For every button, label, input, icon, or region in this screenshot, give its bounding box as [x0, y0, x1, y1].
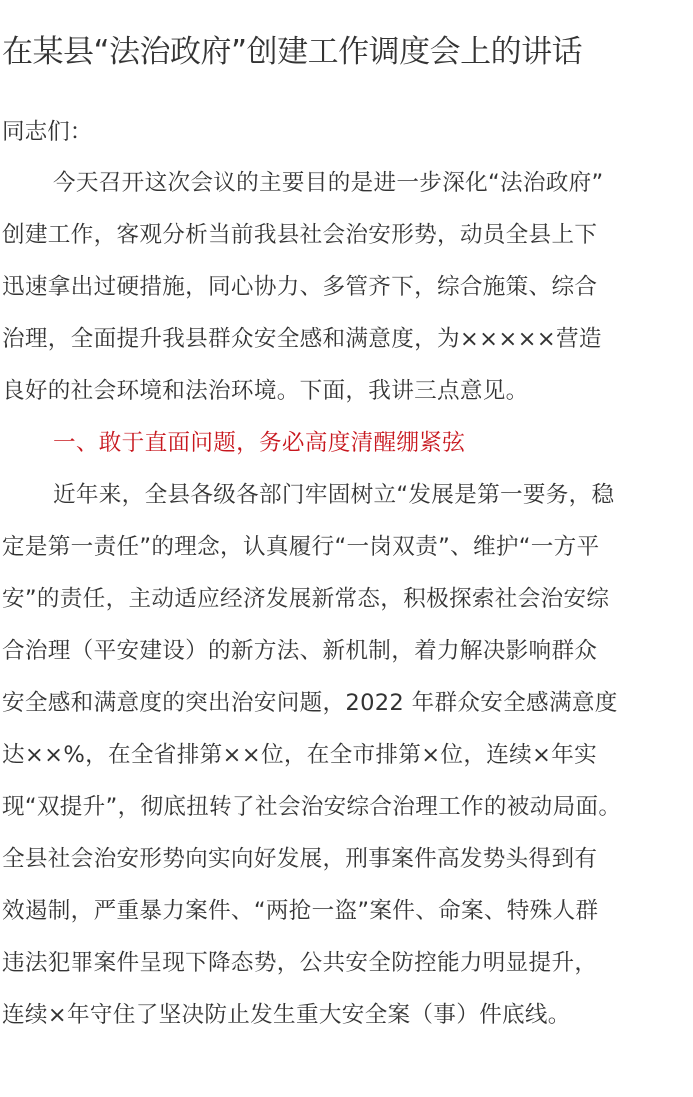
paragraph-line: 合治理（平安建设）的新方法、新机制，着力解决影响群众 [2, 638, 598, 664]
paragraph-line: 今天召开这次会议的主要目的是进一步深化“法治政府” [53, 170, 604, 196]
paragraph-line: 定是第一责任”的理念，认真履行“一岗双责”、维护“一方平 [2, 534, 600, 560]
paragraph-line: 安”的责任，主动适应经济发展新常态，积极探索社会治安综 [2, 586, 610, 612]
paragraph-line: 安全感和满意度的突出治安问题，2022 年群众安全感满意度 [2, 690, 618, 716]
paragraph-line: 创建工作，客观分析当前我县社会治安形势，动员全县上下 [2, 222, 598, 248]
paragraph-line: 全县社会治安形势向实向好发展，刑事案件高发势头得到有 [2, 846, 598, 872]
paragraph-line: 违法犯罪案件呈现下降态势，公共安全防控能力明显提升， [2, 950, 598, 976]
paragraph-line: 良好的社会环境和法治环境。下面，我讲三点意见。 [2, 378, 529, 404]
paragraph-line: 迅速拿出过硬措施，同心协力、多管齐下，综合施策、综合 [2, 274, 598, 300]
paragraph-line: 治理，全面提升我县群众安全感和满意度，为×××××营造 [2, 326, 602, 352]
article-title: 在某县“法治政府”创建工作调度会上的讲话 [2, 34, 583, 70]
paragraph-line: 达××%，在全省排第××位，在全市排第×位，连续×年实 [2, 742, 598, 768]
salutation: 同志们： [2, 119, 93, 145]
section-heading: 一、敢于直面问题，务必高度清醒绷紧弦 [53, 430, 466, 456]
paragraph-line: 效遏制，严重暴力案件、“两抢一盗”案件、命案、特殊人群 [2, 898, 599, 924]
paragraph-line: 近年来，全县各级各部门牢固树立“发展是第一要务，稳 [53, 482, 615, 508]
paragraph-line: 连续×年守住了坚决防止发生重大安全案（事）件底线。 [2, 1002, 571, 1028]
paragraph-line: 现“双提升”，彻底扭转了社会治安综合治理工作的被动局面。 [2, 794, 622, 820]
intro-paragraph [2, 157, 693, 1041]
